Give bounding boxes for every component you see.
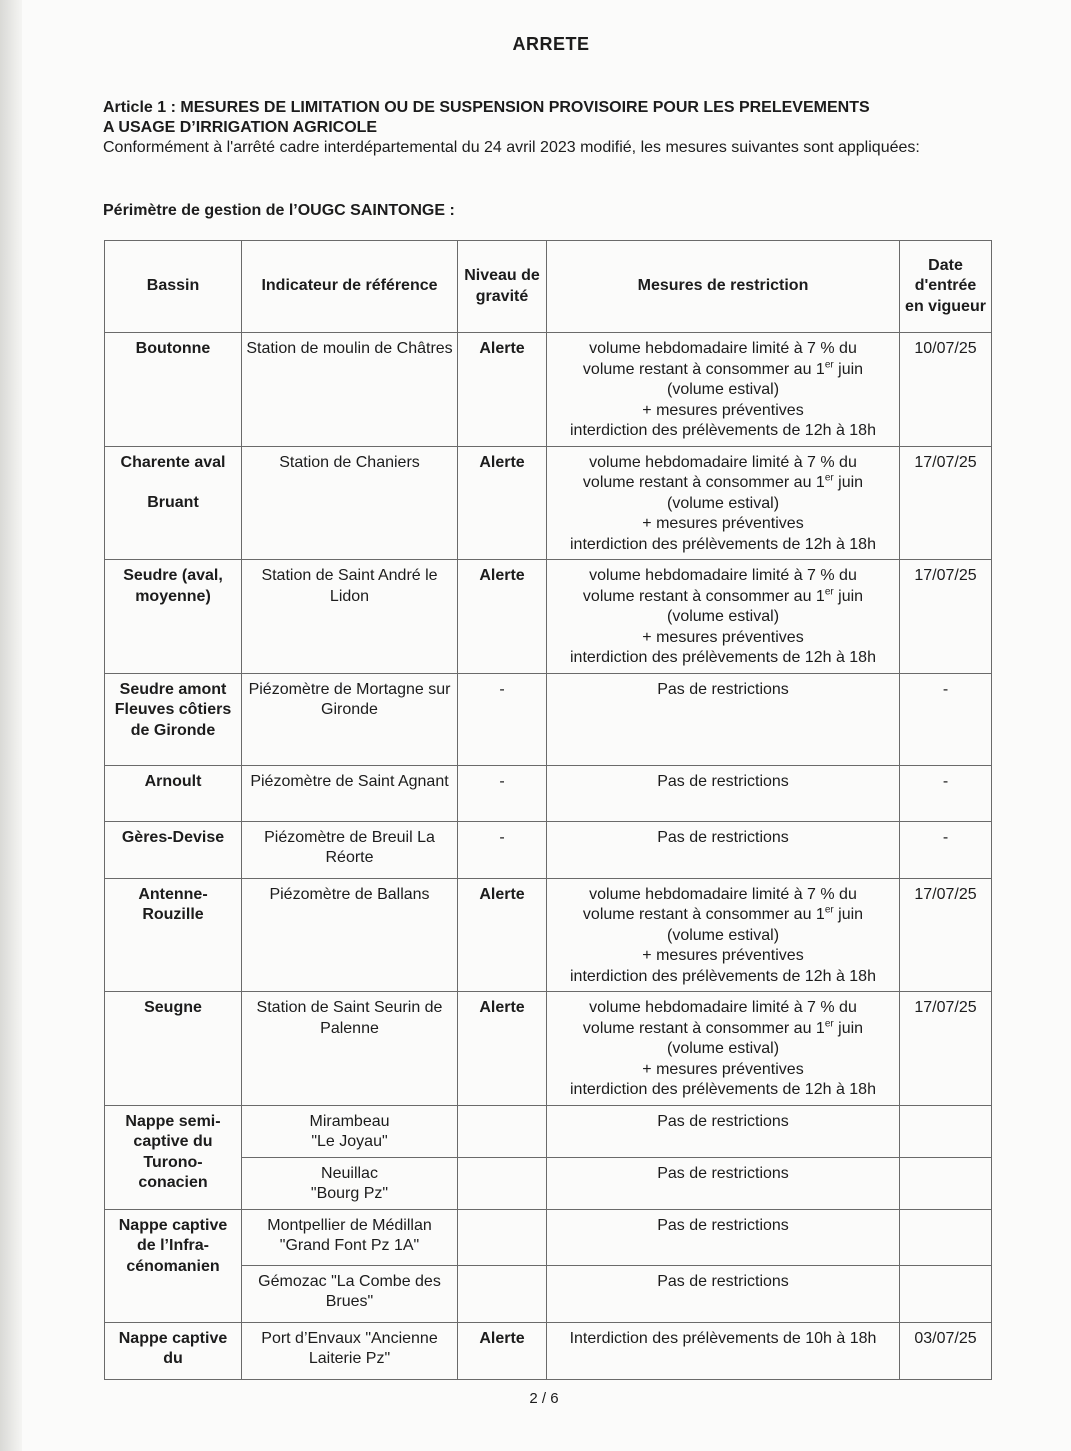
- indicateur-text: "Grand Font Pz 1A": [279, 1237, 420, 1254]
- cell-niveau: -: [458, 765, 547, 821]
- cell-indicateur: Piézomètre de Mortagne sur Gironde: [242, 673, 458, 765]
- measure-line: [551, 360, 895, 381]
- article-heading-line2: A USAGE D’IRRIGATION AGRICOLE: [103, 119, 378, 136]
- article-heading-line1: Article 1 : MESURES DE LIMITATION OU DE SUSPENSION PROVISOIRE POUR LES PRELEVEMENTS: [103, 99, 870, 116]
- cell-bassin: Boutonne: [105, 333, 242, 447]
- measure-line: interdiction des prélèvements de 12h à 18h: [570, 1081, 876, 1098]
- measure-text: juin: [833, 1019, 864, 1037]
- bassin-text: Charente aval: [120, 453, 226, 471]
- table-header-row: [105, 241, 992, 333]
- header-date: Date d'entrée en vigueur: [900, 241, 992, 333]
- cell-bassin: Gères-Devise: [105, 821, 242, 878]
- header-niveau: Niveau de gravité: [458, 241, 547, 333]
- page-edge-shadow: [0, 0, 22, 1451]
- cell-mesures: [547, 333, 900, 447]
- cell-mesures: Pas de restrictions: [547, 821, 900, 878]
- cell-bassin: Nappe captive de l’Infra-cénomanien: [105, 1209, 242, 1322]
- cell-mesures: Pas de restrictions: [547, 1105, 900, 1157]
- table-row: [105, 1105, 992, 1157]
- table-row: [105, 1209, 992, 1265]
- table-row: [105, 765, 992, 821]
- cell-indicateur: Station de moulin de Châtres: [242, 333, 458, 447]
- cell-indicateur: Piézomètre de Saint Agnant: [242, 765, 458, 821]
- cell-mesures: Interdiction des prélèvements de 10h à 18h: [547, 1322, 900, 1379]
- cell-niveau: [458, 1157, 547, 1209]
- measure-line: volume hebdomadaire limité à 7 % du: [589, 885, 857, 903]
- measure-line: (volume estival): [666, 381, 780, 398]
- cell-mesures: Pas de restrictions: [547, 1209, 900, 1265]
- measure-text: volume restant à consommer au 1: [582, 360, 825, 378]
- cell-indicateur: [242, 1209, 458, 1265]
- cell-niveau: -: [458, 821, 547, 878]
- cell-niveau: Alerte: [458, 992, 547, 1106]
- cell-date: 17/07/25: [900, 560, 992, 674]
- cell-mesures: [547, 560, 900, 674]
- measure-text: volume restant à consommer au 1: [582, 906, 825, 923]
- article-body: Conformément à l'arrêté cadre interdépartemental du 24 avril 2023 modifié, les mesures suivantes sont appliquées:: [103, 139, 920, 156]
- cell-bassin: Arnoult: [105, 765, 242, 821]
- cell-date: 17/07/25: [900, 992, 992, 1106]
- table-row: [105, 446, 992, 560]
- measure-sup: er: [824, 472, 834, 484]
- cell-mesures: Pas de restrictions: [547, 673, 900, 765]
- cell-indicateur: [242, 1105, 458, 1157]
- cell-niveau: [458, 1105, 547, 1157]
- cell-niveau: Alerte: [458, 1322, 547, 1379]
- cell-mesures: Pas de restrictions: [547, 1157, 900, 1209]
- measure-line: [551, 905, 895, 926]
- cell-indicateur: Port d’Envaux "Ancienne Laiterie Pz": [242, 1322, 458, 1379]
- measure-line: + mesures préventives: [642, 401, 804, 419]
- cell-bassin: Seudre (aval, moyenne): [105, 560, 242, 674]
- header-indicateur: Indicateur de référence: [242, 241, 458, 333]
- bassin-text: Bruant: [147, 494, 199, 511]
- measure-line: interdiction des prélèvements de 12h à 18h: [570, 967, 876, 985]
- cell-date: -: [900, 765, 992, 821]
- cell-niveau: [458, 1209, 547, 1265]
- cell-niveau: -: [458, 673, 547, 765]
- measure-line: [551, 473, 895, 494]
- indicateur-text: "Bourg Pz": [310, 1185, 389, 1202]
- measure-sup: er: [824, 586, 834, 598]
- cell-date: -: [900, 821, 992, 878]
- cell-mesures: [547, 878, 900, 992]
- cell-date: 10/07/25: [900, 333, 992, 447]
- cell-bassin: [105, 446, 242, 560]
- measure-text: juin: [833, 474, 864, 491]
- cell-date: 17/07/25: [900, 878, 992, 992]
- cell-bassin: Seudre amont Fleuves côtiers de Gironde: [105, 673, 242, 765]
- indicateur-text: Neuillac: [321, 1164, 378, 1182]
- measure-text: juin: [833, 587, 864, 605]
- measure-line: volume hebdomadaire limité à 7 % du: [589, 340, 857, 357]
- cell-niveau: [458, 1265, 547, 1322]
- measure-line: [551, 587, 895, 608]
- cell-bassin: Nappe captive du: [105, 1322, 242, 1379]
- cell-date: -: [900, 673, 992, 765]
- measure-line: + mesures préventives: [642, 515, 804, 532]
- measure-sup: er: [824, 359, 834, 371]
- measure-sup: er: [824, 904, 834, 916]
- table-row: [105, 673, 992, 765]
- table-row: [105, 878, 992, 992]
- cell-date: 17/07/25: [900, 446, 992, 560]
- header-bassin: Bassin: [105, 241, 242, 333]
- measure-line: + mesures préventives: [642, 628, 804, 646]
- measure-line: volume hebdomadaire limité à 7 % du: [589, 567, 857, 584]
- measure-line: interdiction des prélèvements de 12h à 18h: [570, 535, 876, 553]
- measure-text: juin: [833, 906, 864, 923]
- measure-line: (volume estival): [666, 494, 780, 512]
- header-mesures: Mesures de restriction: [547, 241, 900, 333]
- measure-text: juin: [833, 360, 864, 378]
- cell-mesures: Pas de restrictions: [547, 1265, 900, 1322]
- measure-line: (volume estival): [666, 1040, 780, 1057]
- measure-text: volume restant à consommer au 1: [582, 587, 825, 605]
- table-row: [105, 333, 992, 447]
- measure-line: volume hebdomadaire limité à 7 % du: [589, 999, 857, 1016]
- cell-bassin: Antenne-Rouzille: [105, 878, 242, 992]
- cell-date: [900, 1265, 992, 1322]
- indicateur-text: Montpellier de Médillan: [267, 1216, 432, 1234]
- document-title: ARRETE: [512, 34, 590, 54]
- measure-line: interdiction des prélèvements de 12h à 18h: [570, 422, 876, 439]
- measure-line: (volume estival): [666, 608, 780, 625]
- measure-text: volume restant à consommer au 1: [582, 1019, 825, 1037]
- table-row: [105, 1322, 992, 1379]
- measure-line: volume hebdomadaire limité à 7 % du: [589, 453, 857, 471]
- cell-indicateur: Station de Saint André le Lidon: [242, 560, 458, 674]
- cell-date: [900, 1209, 992, 1265]
- cell-niveau: Alerte: [458, 333, 547, 447]
- cell-niveau: Alerte: [458, 446, 547, 560]
- indicateur-text: "Le Joyau": [311, 1133, 388, 1150]
- cell-niveau: Alerte: [458, 878, 547, 992]
- cell-indicateur: Gémozac "La Combe des Brues": [242, 1265, 458, 1322]
- cell-mesures: Pas de restrictions: [547, 765, 900, 821]
- cell-date: 03/07/25: [900, 1322, 992, 1379]
- measure-line: + mesures préventives: [642, 947, 804, 964]
- cell-bassin: Seugne: [105, 992, 242, 1106]
- table-row: [105, 560, 992, 674]
- cell-indicateur: Station de Chaniers: [242, 446, 458, 560]
- cell-indicateur: Station de Saint Seurin de Palenne: [242, 992, 458, 1106]
- cell-indicateur: Piézomètre de Breuil La Réorte: [242, 821, 458, 878]
- cell-indicateur: Piézomètre de Ballans: [242, 878, 458, 992]
- cell-bassin: Nappe semi-captive du Turono-conacien: [105, 1105, 242, 1209]
- cell-date: [900, 1157, 992, 1209]
- measure-line: interdiction des prélèvements de 12h à 18h: [570, 649, 876, 666]
- cell-mesures: [547, 446, 900, 560]
- indicateur-text: Mirambeau: [309, 1112, 390, 1130]
- measure-line: + mesures préventives: [642, 1060, 804, 1078]
- measure-line: [551, 1019, 895, 1040]
- measure-sup: er: [824, 1018, 834, 1030]
- cell-mesures: [547, 992, 900, 1106]
- table-row: [105, 821, 992, 878]
- measure-line: (volume estival): [666, 926, 780, 944]
- article-1: [103, 98, 996, 158]
- page-number: 2 / 6: [529, 1390, 559, 1407]
- cell-niveau: Alerte: [458, 560, 547, 674]
- table-row: [105, 992, 992, 1106]
- cell-indicateur: [242, 1157, 458, 1209]
- cell-date: [900, 1105, 992, 1157]
- restrictions-table: [104, 240, 992, 1380]
- perimeter-heading: Périmètre de gestion de l’OUGC SAINTONGE :: [103, 202, 455, 219]
- measure-text: volume restant à consommer au 1: [582, 474, 825, 491]
